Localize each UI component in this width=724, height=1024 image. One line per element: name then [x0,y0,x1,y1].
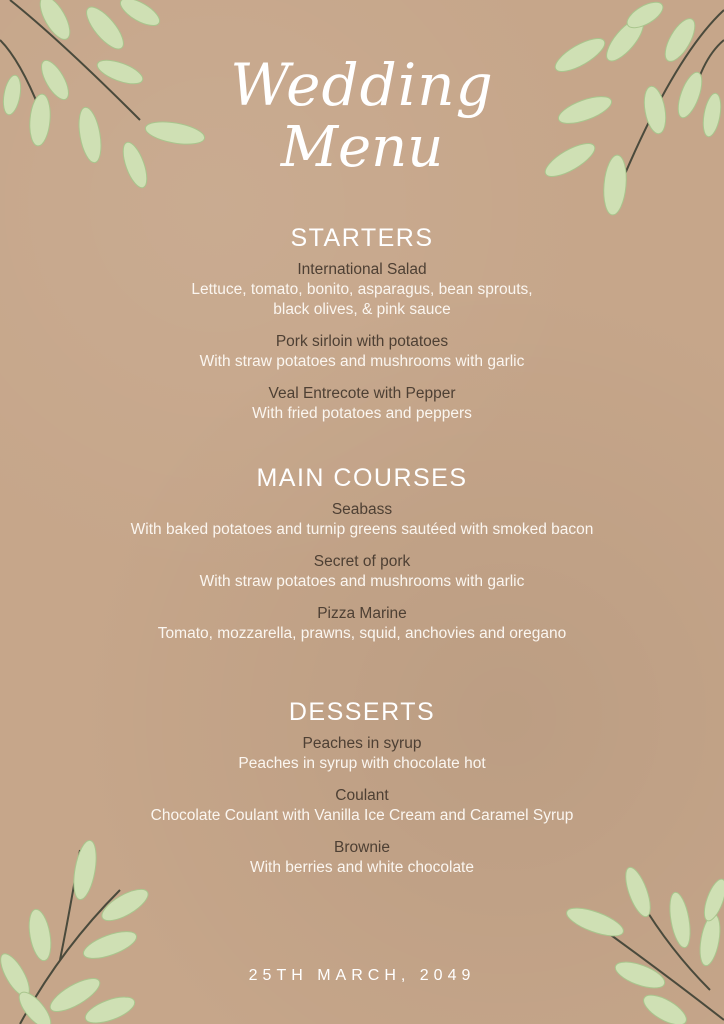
item-name: Veal Entrecote with Pepper [268,385,456,402]
event-date: 25TH MARCH, 2049 [248,967,476,984]
item-name: Seabass [331,501,393,518]
menu-item [0,260,724,320]
item-description: With straw potatoes and mushrooms with garlic [199,573,525,590]
menu-item [0,384,724,424]
item-description: With fried potatoes and peppers [252,405,472,422]
item-description: Chocolate Coulant with Vanilla Ice Cream and Caramel Syrup [150,807,574,824]
section-starters [0,226,724,436]
menu-item [0,734,724,774]
item-name: Pork sirloin with potatoes [275,333,449,350]
section-heading: MAIN COURSES [256,464,468,492]
item-description: With straw potatoes and mushrooms with garlic [199,353,525,370]
item-description: With baked potatoes and turnip greens sautéed with smoked bacon [130,521,594,538]
section-desserts [0,700,724,890]
menu-item [0,500,724,540]
item-name: Peaches in syrup [302,735,422,752]
item-description: Tomato, mozzarella, prawns, squid, anchovies and oregano [157,625,567,642]
menu-title-line-1: Wedding [230,51,494,119]
item-name: Coulant [335,787,389,804]
menu-item [0,604,724,644]
leaf-branch-top-right [540,0,724,230]
item-name: Pizza Marine [317,605,407,622]
menu-item [0,552,724,592]
section-heading: DESSERTS [288,698,436,726]
menu-title-line-2: Menu [280,115,444,180]
section-heading: STARTERS [290,224,434,252]
item-description: Peaches in syrup with chocolate hot [238,755,486,772]
item-name: Secret of pork [313,553,411,570]
item-name: International Salad [297,261,427,278]
section-main-courses [0,466,724,656]
item-name: Brownie [334,839,390,856]
menu-item [0,838,724,878]
item-description: Lettuce, tomato, bonito, asparagus, bean sprouts, black olives, & pink sauce [191,281,533,318]
menu-item [0,786,724,826]
item-description: With berries and white chocolate [249,859,474,876]
menu-item [0,332,724,372]
